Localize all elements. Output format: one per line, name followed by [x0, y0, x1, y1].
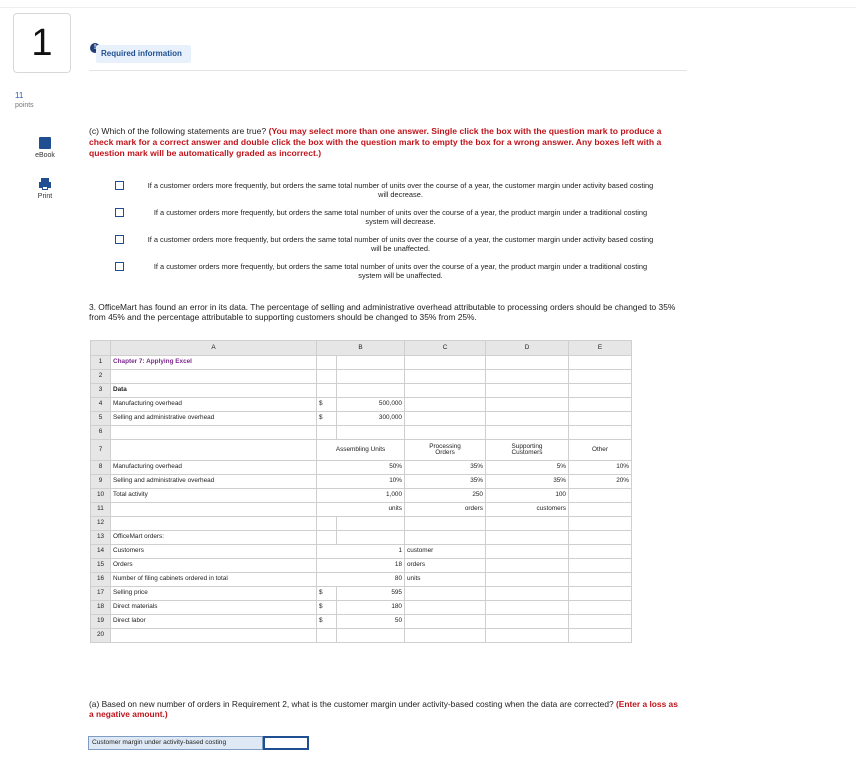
mfg-overhead-amount: 500,000	[337, 398, 405, 412]
part-c-instruction: (You may select more than one answer. Single click the box with the question mark to produce a check mark for a correct answer and double click the box with the question mark to empty the box for a wrong answer. Any boxes left with a question mark will be automatically graded as incorrect.)	[89, 126, 662, 158]
col-header-e: E	[569, 341, 632, 356]
option-2-checkbox[interactable]	[115, 208, 124, 217]
row-number: 1	[91, 356, 111, 370]
sga-processing-pct: 35%	[405, 475, 486, 489]
row-number: 16	[91, 573, 111, 587]
mfg-assembling-pct: 50%	[317, 461, 405, 475]
mfg-overhead-label: Manufacturing overhead	[111, 398, 317, 412]
table-row	[91, 384, 632, 398]
part-c-lead: (c) Which of the following statements are true?	[89, 126, 269, 136]
data-label: Data	[111, 384, 317, 398]
total-activity-assembling: 1,000	[317, 489, 405, 503]
row-number: 20	[91, 629, 111, 643]
part-c-question	[89, 126, 679, 159]
row-number: 17	[91, 587, 111, 601]
top-divider	[0, 7, 856, 8]
orders-unit: orders	[405, 559, 486, 573]
table-row	[91, 461, 632, 475]
sga-overhead-amount: 300,000	[337, 412, 405, 426]
dollar-sign: $	[317, 587, 337, 601]
sheet-title: Chapter 7: Applying Excel	[111, 356, 317, 370]
table-row	[91, 412, 632, 426]
ebook-button[interactable]	[25, 137, 65, 159]
corner-cell	[91, 341, 111, 356]
customer-margin-input[interactable]	[263, 736, 309, 750]
officemart-orders-label: OfficeMart orders:	[111, 531, 317, 545]
col-header-b: B	[317, 341, 405, 356]
table-row	[91, 517, 632, 531]
other-header: Other	[569, 440, 632, 461]
table-row	[91, 601, 632, 615]
dollar-sign: $	[317, 398, 337, 412]
table-row	[91, 398, 632, 412]
sga-other-pct: 20%	[569, 475, 632, 489]
orders-label: Orders	[111, 559, 317, 573]
sga-assembling-pct: 10%	[317, 475, 405, 489]
unit-processing: orders	[405, 503, 486, 517]
customers-label: Customers	[111, 545, 317, 559]
assembling-units-header: Assembling Units	[317, 440, 405, 461]
sga-overhead-row-label: Selling and administrative overhead	[111, 475, 317, 489]
sga-overhead-label: Selling and administrative overhead	[111, 412, 317, 426]
direct-labor-label: Direct labor	[111, 615, 317, 629]
col-header-c: C	[405, 341, 486, 356]
unit-assembling: units	[317, 503, 405, 517]
requirement-3-text: 3. OfficeMart has found an error in its data. The percentage of selling and administrative overhead attributable to processing orders should be changed to 35% from 45% and the percentage attributable to supporting customers should be changed to 35% from 25%.	[89, 302, 676, 322]
row-number: 19	[91, 615, 111, 629]
direct-materials-value: 180	[337, 601, 405, 615]
option-1-checkbox[interactable]	[115, 181, 124, 190]
header-divider	[89, 70, 687, 71]
selling-price-label: Selling price	[111, 587, 317, 601]
row-number: 5	[91, 412, 111, 426]
orders-value: 18	[317, 559, 405, 573]
customers-value: 1	[317, 545, 405, 559]
book-icon	[39, 137, 51, 149]
option-3-checkbox[interactable]	[115, 235, 124, 244]
row-number: 14	[91, 545, 111, 559]
printer-icon	[39, 178, 51, 190]
table-row	[91, 531, 632, 545]
option-3-text: If a customer orders more frequently, but orders the same total number of units over the course of a year, the customer margin under activity based costing will be unaffected.	[147, 235, 654, 253]
row-number: 4	[91, 398, 111, 412]
row-number: 12	[91, 517, 111, 531]
table-row	[91, 545, 632, 559]
col-header-a: A	[111, 341, 317, 356]
points-value: 11	[15, 91, 24, 100]
row-number: 15	[91, 559, 111, 573]
row-number: 18	[91, 601, 111, 615]
table-row	[91, 440, 632, 461]
dollar-sign: $	[317, 412, 337, 426]
row-number: 8	[91, 461, 111, 475]
table-row	[91, 370, 632, 384]
total-activity-supporting: 100	[486, 489, 569, 503]
table-row	[91, 615, 632, 629]
filing-cabinets-value: 80	[317, 573, 405, 587]
row-number: 2	[91, 370, 111, 384]
total-activity-label: Total activity	[111, 489, 317, 503]
row-number: 7	[91, 440, 111, 461]
table-row	[91, 573, 632, 587]
unit-supporting: customers	[486, 503, 569, 517]
mfg-processing-pct: 35%	[405, 461, 486, 475]
sga-supporting-pct: 35%	[486, 475, 569, 489]
answer-label: Customer margin under activity-based costing	[88, 736, 263, 750]
mfg-overhead-row-label: Manufacturing overhead	[111, 461, 317, 475]
points-label: points	[15, 102, 34, 109]
table-row	[91, 587, 632, 601]
option-4-text: If a customer orders more frequently, but orders the same total number of units over the course of a year, the product margin under a traditional costing system will be unaffected.	[153, 262, 648, 280]
part-a-question	[89, 699, 679, 719]
question-number: 1	[13, 13, 71, 73]
required-information-tab[interactable]: Required information	[96, 45, 191, 63]
col-header-d: D	[486, 341, 569, 356]
print-button[interactable]	[25, 178, 65, 200]
filing-cabinets-label: Number of filing cabinets ordered in total	[111, 573, 317, 587]
filing-cabinets-unit: units	[405, 573, 486, 587]
table-row	[91, 475, 632, 489]
option-4-checkbox[interactable]	[115, 262, 124, 271]
dollar-sign: $	[317, 615, 337, 629]
ebook-label: eBook	[35, 152, 55, 159]
row-number: 10	[91, 489, 111, 503]
part-a-instruction: (Enter a loss as a negative amount.)	[89, 699, 678, 719]
mfg-supporting-pct: 5%	[486, 461, 569, 475]
print-label: Print	[37, 193, 53, 200]
direct-labor-value: 50	[337, 615, 405, 629]
table-row	[91, 559, 632, 573]
direct-materials-label: Direct materials	[111, 601, 317, 615]
mfg-other-pct: 10%	[569, 461, 632, 475]
row-number: 9	[91, 475, 111, 489]
supporting-customers-header: Supporting Customers	[486, 440, 569, 461]
customers-unit: customer	[405, 545, 486, 559]
table-row	[91, 489, 632, 503]
total-activity-processing: 250	[405, 489, 486, 503]
row-number: 13	[91, 531, 111, 545]
row-number: 11	[91, 503, 111, 517]
info-icon: !	[90, 43, 100, 53]
option-2-text: If a customer orders more frequently, but orders the same total number of units over the course of a year, the product margin under a traditional costing system will decrease.	[153, 208, 648, 226]
table-row	[91, 503, 632, 517]
table-row	[91, 356, 632, 370]
processing-orders-header: Processing Orders	[405, 440, 486, 461]
table-row	[91, 426, 632, 440]
excel-spreadsheet	[90, 340, 632, 643]
table-row	[91, 629, 632, 643]
selling-price-value: 595	[337, 587, 405, 601]
dollar-sign: $	[317, 601, 337, 615]
row-number: 6	[91, 426, 111, 440]
part-a-lead: (a) Based on new number of orders in Requirement 2, what is the customer margin under activity-based costing when the data are corrected?	[89, 699, 616, 709]
row-number: 3	[91, 384, 111, 398]
column-header-row	[91, 341, 632, 356]
option-1-text: If a customer orders more frequently, but orders the same total number of units over the course of a year, the customer margin under activity based costing will decrease.	[147, 181, 654, 199]
